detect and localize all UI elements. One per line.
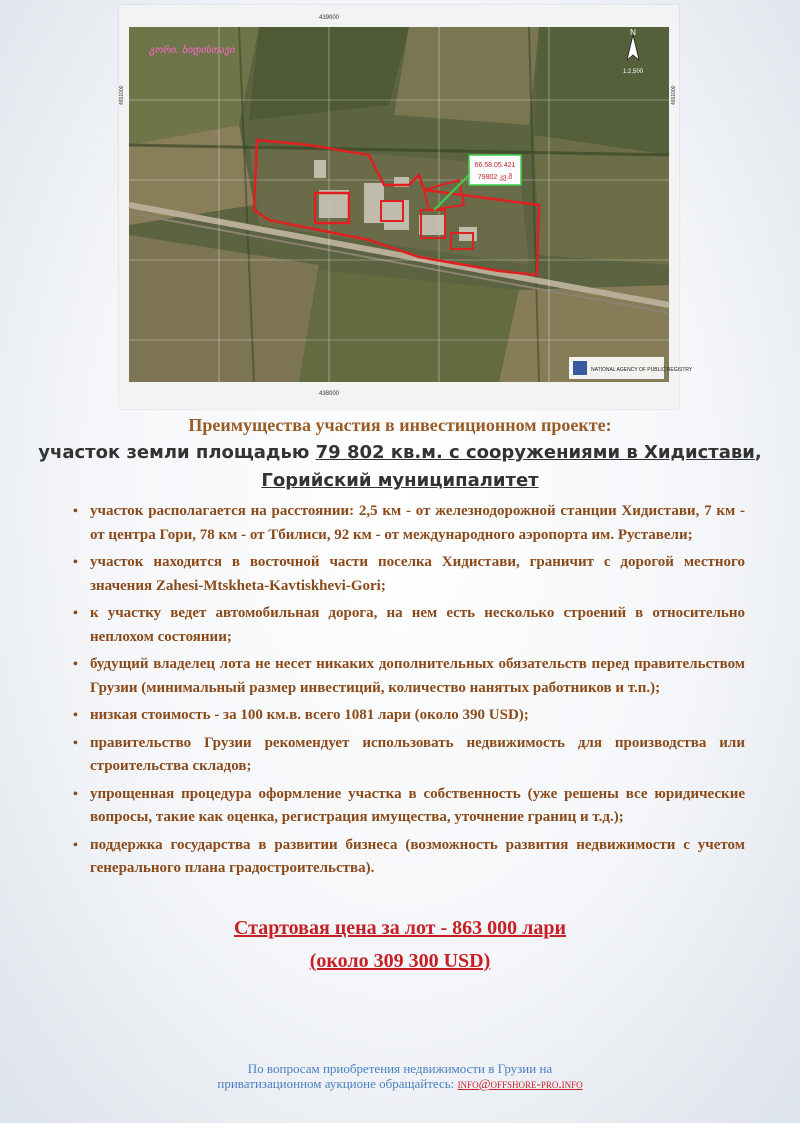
starting-price xyxy=(0,912,800,978)
map-header-text: გორი. ხიდისთავი xyxy=(149,45,235,56)
title-line-3-underlined: Горийский муниципалитет xyxy=(261,470,539,491)
benefit-item: • участок располагается на расстоянии: 2,5 км - от железнодорожной станции Хидистави, 7 км - от центра Гори, 78 км - от Тбилиси, 92 км - от международного аэропорта им. Руставели; xyxy=(90,500,745,547)
benefit-item: • правительство Грузии рекомендует использовать недвижимость для производства или строительства складов; xyxy=(90,732,745,779)
satellite-map-image xyxy=(119,5,693,409)
title-line-1: Преимущества участия в инвестиционном проекте: xyxy=(188,415,612,435)
title-line-2-prefix: участок земли площадью xyxy=(38,442,316,463)
north-letter: N xyxy=(630,28,636,37)
price-line-2: (около 309 300 USD) xyxy=(309,950,491,972)
benefit-item: • к участку ведет автомобильная дорога, на нем есть несколько строений в относительно неплохом состоянии; xyxy=(90,602,745,649)
title-line-3 xyxy=(0,467,800,495)
agency-logo-text: NATIONAL AGENCY OF PUBLIC REGISTRY xyxy=(591,367,693,373)
benefit-item: • поддержка государства в развитии бизнеса (возможность развития недвижимости с учетом генерального плана градостроительства). xyxy=(90,834,745,881)
benefit-item: • участок находится в восточной части поселка Хидистави, граничит с дорогой местного значения Zahesi-Mtskheta-Kavtiskhevi-Gori; xyxy=(90,551,745,598)
benefit-item: • низкая стоимость - за 100 км.в. всего 1081 лари (около 390 USD); xyxy=(90,704,745,728)
parcel-label-area: 79802 კვ.მ xyxy=(477,174,513,181)
contact-email-link[interactable]: info@offshore-pro.info xyxy=(457,1076,583,1091)
grid-label-top: 439000 xyxy=(319,15,340,21)
title-line-2-underlined: 79 802 кв.м. с сооружениями в Хидистави xyxy=(315,442,755,463)
footer-line-1: По вопросам приобретения недвижимости в Грузии на xyxy=(247,1061,553,1076)
footer-line-2 xyxy=(0,1076,800,1091)
grid-label-right: 4651000 xyxy=(671,85,677,105)
grid-label-left: 4651000 xyxy=(119,85,125,105)
benefit-item: • упрощенная процедура оформление участка в собственность (уже решены все юридические вопросы, такие как оценка, регистрация имущества, уточнение границ и т.д.); xyxy=(90,783,745,830)
price-line-1: Стартовая цена за лот - 863 000 лари xyxy=(233,917,567,939)
grid-label-bottom: 438000 xyxy=(319,391,340,397)
map-scale: 1:2,500 xyxy=(622,69,644,75)
footer-line-2-prefix: приватизационном аукционе обращайтесь: xyxy=(217,1076,458,1091)
page-title xyxy=(0,411,800,495)
contact-footer xyxy=(0,1061,800,1091)
title-line-2-suffix: , xyxy=(754,442,762,463)
parcel-label-cadastral: 66.58.05.421 xyxy=(474,162,516,169)
title-line-2 xyxy=(0,439,800,467)
benefit-item: • будущий владелец лота не несет никаких дополнительных обязательств перед правительством Грузии (минимальный размер инвестиций, количество нанятых работников и т.п.); xyxy=(90,653,745,700)
benefits-list xyxy=(72,500,745,885)
